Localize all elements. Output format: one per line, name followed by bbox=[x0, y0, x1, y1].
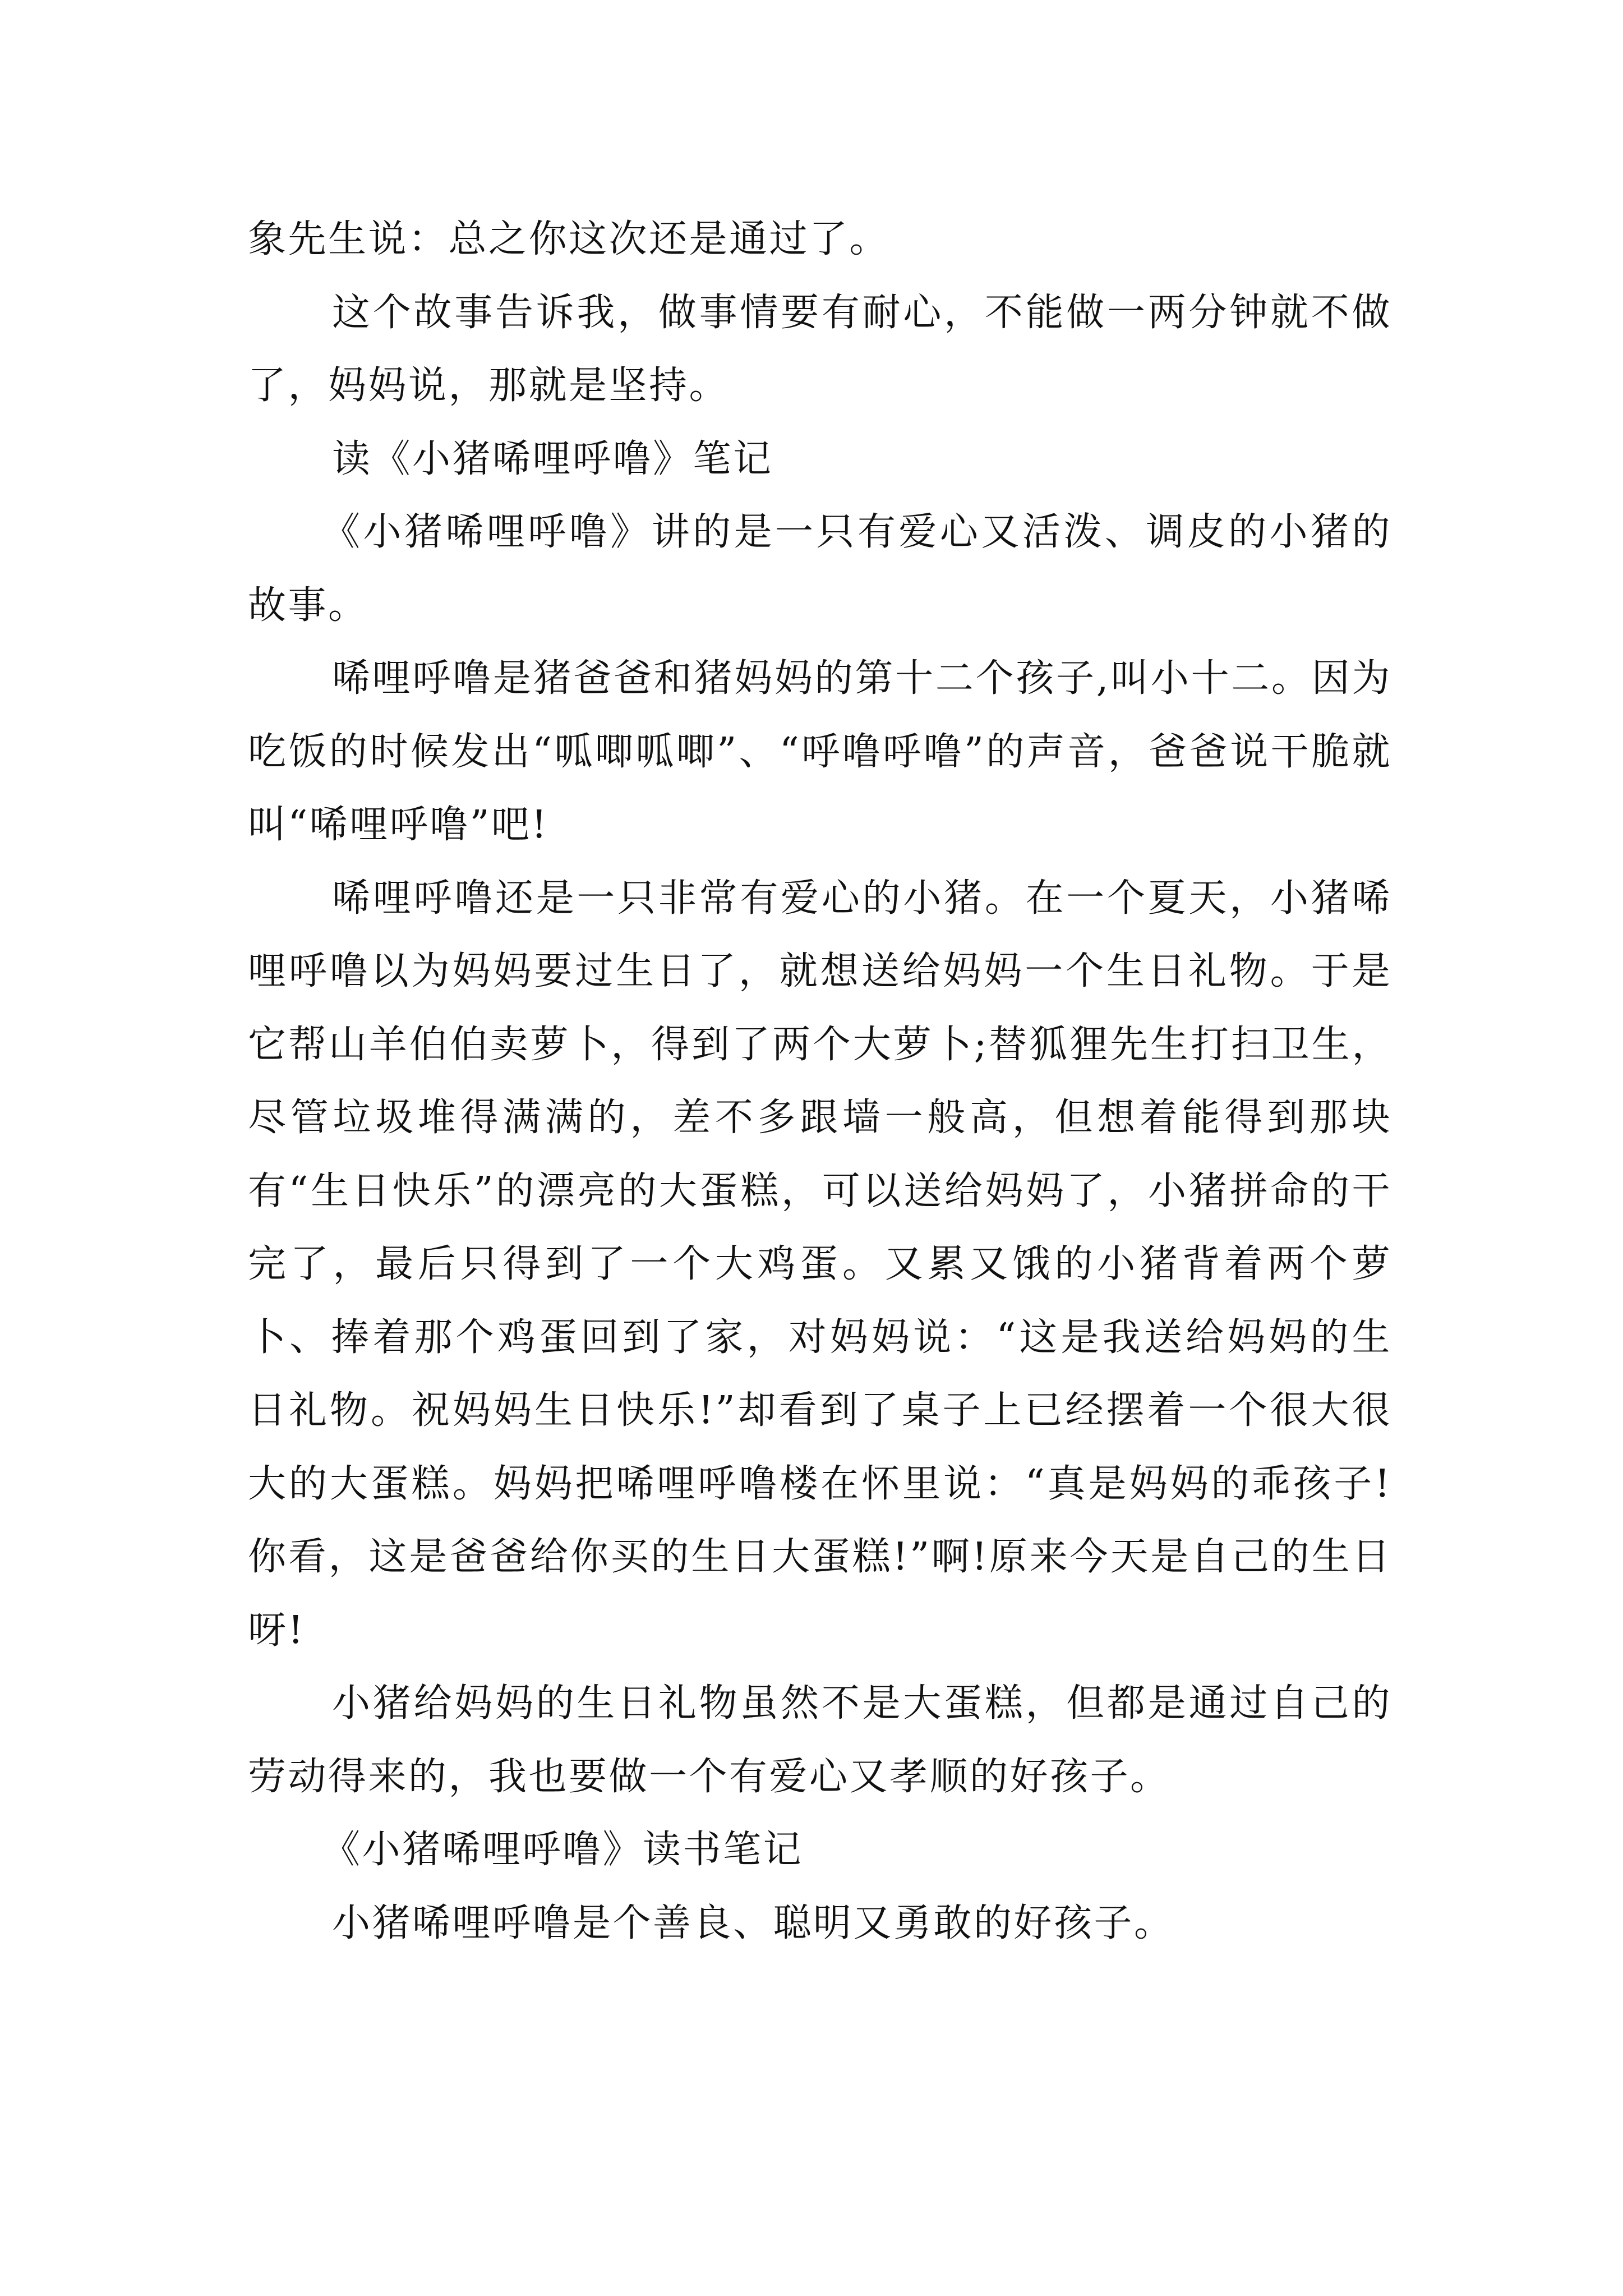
section-heading-reading-notes: 《小猪唏哩呼噜》读书笔记 bbox=[322, 1828, 804, 1872]
paragraph-reflection: 小猪给妈妈的生日礼物虽然不是大蛋糕，但都是通过自己的劳动得来的，我也要做一个有爱心又孝顺的好孩子。 bbox=[248, 1681, 1392, 1799]
paragraph-summary: 小猪唏哩呼噜是个善良、聪明又勇敢的好孩子。 bbox=[332, 1901, 1174, 1945]
section-heading-notes: 读《小猪唏哩呼噜》笔记 bbox=[332, 436, 773, 481]
paragraph-birthday-story: 唏哩呼噜还是一只非常有爱心的小猪。在一个夏天，小猪唏哩呼噜以为妈妈要过生日了，就想送给妈妈一个生日礼物。于是它帮山羊伯伯卖萝卜，得到了两个大萝卜;替狐狸先生打扫卫生，尽管垃圾堆得满满的，差不多跟墙一般高，但想着能得到那块有“生日快乐”的漂亮的大蛋糕，可以送给妈妈了，小猪拼命的干完了，最后只得到了一个大鸡蛋。又累又饿的小猪背着两个萝卜、捧着那个鸡蛋回到了家，对妈妈说：“这是我送给妈妈的生日礼物。祝妈妈生日快乐!”却看到了桌子上已经摆着一个很大很大的大蛋糕。妈妈把唏哩呼噜楼在怀里说：“真是妈妈的乖孩子!你看，这是爸爸给你买的生日大蛋糕!”啊!原来今天是自己的生日呀! bbox=[248, 876, 1392, 1653]
paragraph-name-origin: 唏哩呼噜是猪爸爸和猪妈妈的第十二个孩子,叫小十二。因为吃饭的时候发出“呱唧呱唧”、“呼噜呼噜”的声音，爸爸说干脆就叫“唏哩呼噜”吧! bbox=[248, 656, 1392, 847]
paragraph-continuation: 象先生说：总之你这次还是通过了。 bbox=[248, 217, 890, 261]
document-body bbox=[248, 203, 1392, 1960]
paragraph-lesson: 这个故事告诉我，做事情要有耐心，不能做一两分钟就不做了，妈妈说，那就是坚持。 bbox=[248, 290, 1392, 408]
paragraph-intro: 《小猪唏哩呼噜》讲的是一只有爱心又活泼、调皮的小猪的故事。 bbox=[248, 510, 1392, 628]
